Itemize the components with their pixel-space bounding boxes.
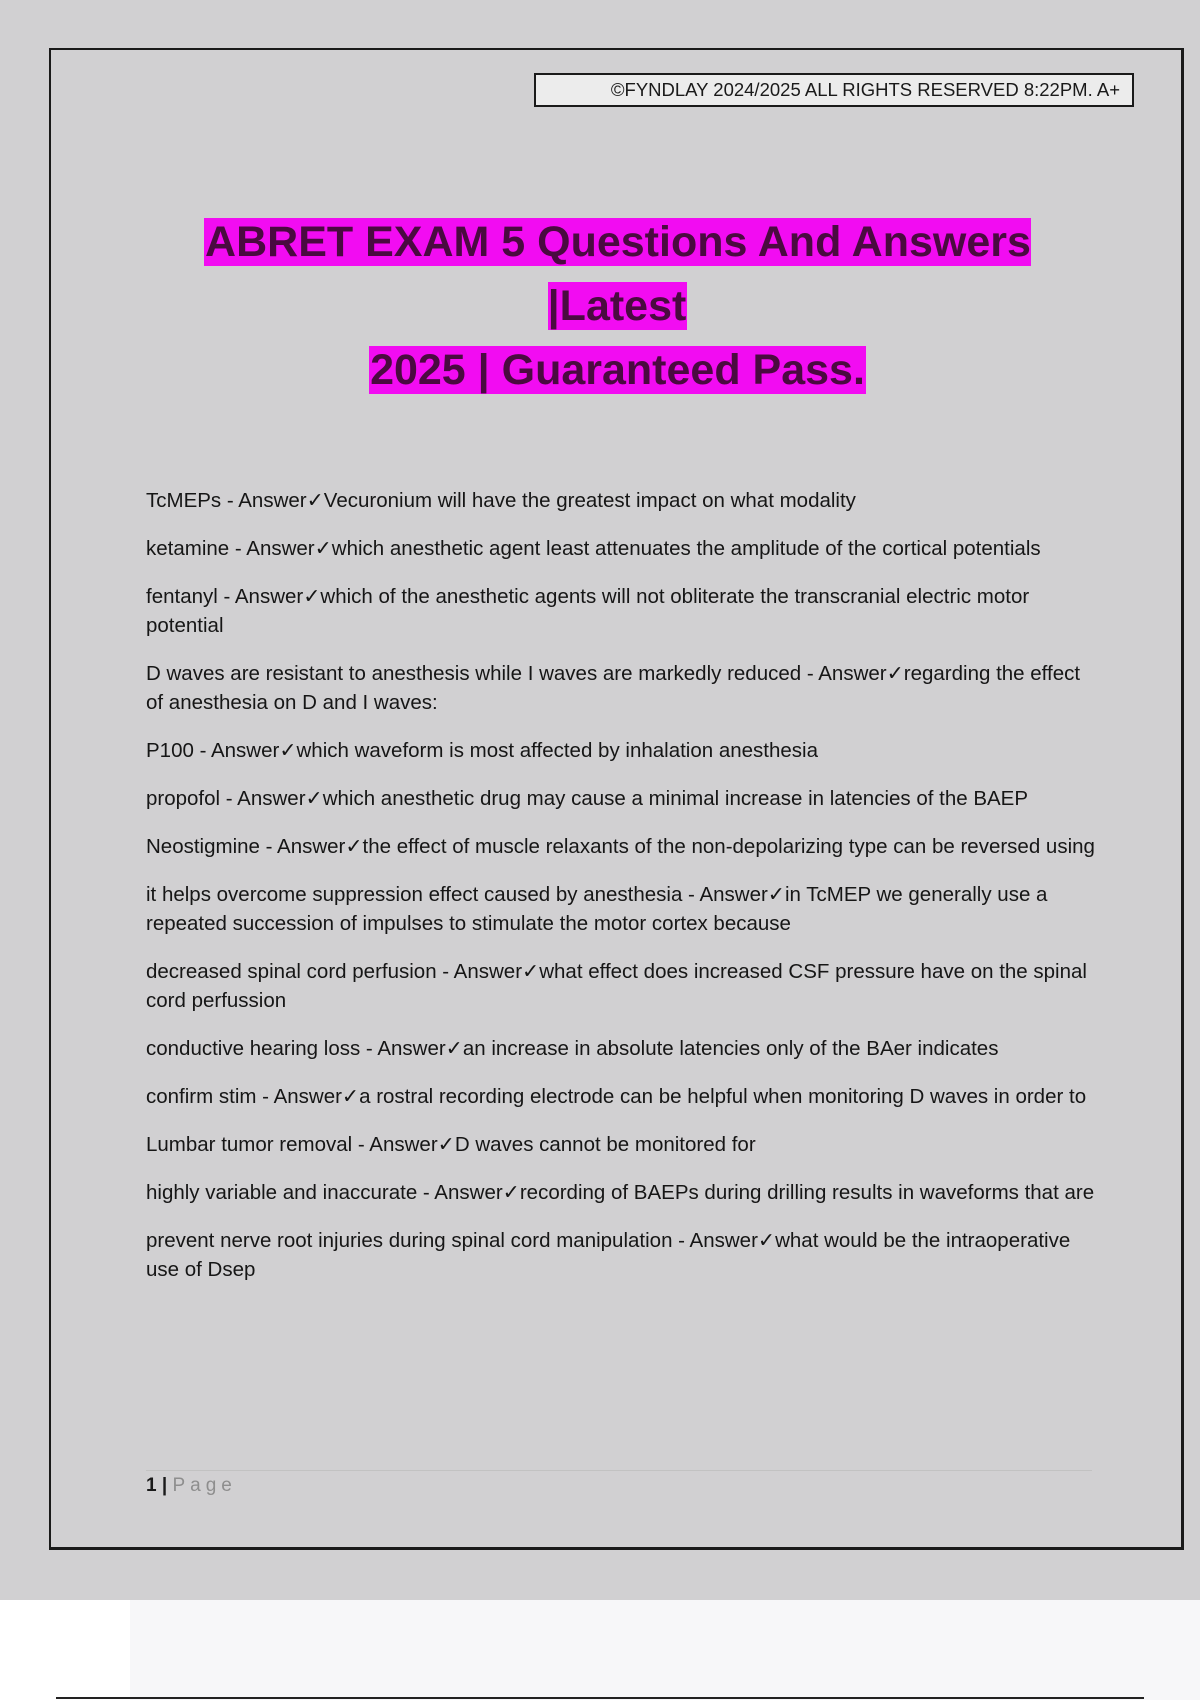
next-page-top-rule — [56, 1697, 1144, 1699]
qa-item: TcMEPs - Answer✓Vecuronium will have the greatest impact on what modality — [146, 489, 856, 512]
qa-item: highly variable and inaccurate - Answer✓recording of BAEPs during drilling results in waveforms that are — [146, 1181, 1095, 1204]
qa-item: conductive hearing loss - Answer✓an increase in absolute latencies only of the BAer indicates — [146, 1037, 999, 1060]
qa-item: propofol - Answer✓which anesthetic drug may cause a minimal increase in latencies of the BAEP — [146, 787, 1029, 810]
qa-item: confirm stim - Answer✓a rostral recording electrode can be helpful when monitoring D waves in order to — [146, 1085, 1087, 1108]
qa-item: fentanyl - Answer✓which of the anesthetic agents will not obliterate the transcranial electric motor potential — [146, 585, 1030, 637]
qa-item: decreased spinal cord perfusion - Answer✓what effect does increased CSF pressure have on the spinal cord perfussion — [146, 960, 1087, 1012]
next-page-preview — [130, 1600, 1200, 1700]
qa-item: P100 - Answer✓which waveform is most affected by inhalation anesthesia — [146, 739, 819, 762]
copyright-header: ©FYNDLAY 2024/2025 ALL RIGHTS RESERVED 8:22PM. A+ — [534, 73, 1134, 107]
page-number — [146, 1474, 237, 1498]
page-label: Page — [172, 1475, 237, 1496]
qa-item: Lumbar tumor removal - Answer✓D waves cannot be monitored for — [146, 1133, 756, 1156]
qa-item: D waves are resistant to anesthesis while I waves are markedly reduced - Answer✓regarding the effect of anesthesia on D and I waves: — [146, 662, 1081, 714]
document-title — [130, 210, 1105, 402]
page-number-value: 1 — [146, 1475, 157, 1496]
page-number-separator: | — [161, 1475, 168, 1496]
qa-item: Neostigmine - Answer✓the effect of muscle relaxants of the non-depolarizing type can be reversed using — [146, 835, 1095, 858]
footer-divider — [146, 1470, 1092, 1471]
qa-item: ketamine - Answer✓which anesthetic agent least attenuates the amplitude of the cortical potentials — [146, 537, 1041, 560]
qa-list — [146, 486, 1096, 1303]
qa-item: it helps overcome suppression effect caused by anesthesia - Answer✓in TcMEP we generally use a repeated succession of impulses to stimulate the motor cortex because — [146, 883, 1048, 935]
title-line-1: ABRET EXAM 5 Questions And Answers |Latest — [205, 218, 1031, 330]
title-line-2: 2025 | Guaranteed Pass. — [370, 346, 865, 394]
qa-item: prevent nerve root injuries during spinal cord manipulation - Answer✓what would be the intraoperative use of Dsep — [146, 1229, 1071, 1281]
